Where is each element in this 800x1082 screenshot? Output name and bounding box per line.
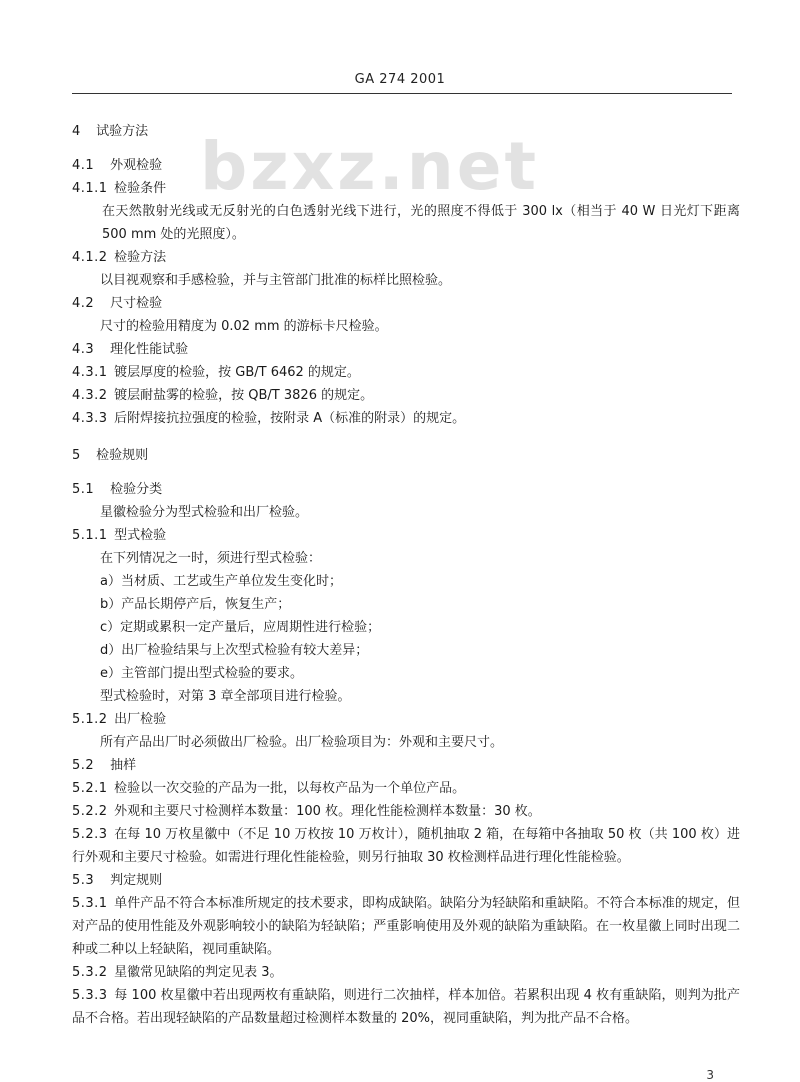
clause-number: 4.2 <box>72 296 95 311</box>
clause-5-3 <box>72 869 740 892</box>
clause-4-1-1 <box>72 177 740 200</box>
list-item: a）当材质、工艺或生产单位发生变化时； <box>100 574 342 589</box>
clause-number: 5.3.2 <box>72 965 108 980</box>
clause-5-3-3 <box>72 984 740 1030</box>
list-item: e）主管部门提出型式检验的要求。 <box>100 666 303 681</box>
clause-text: 星徽常见缺陷的判定见表 3。 <box>114 965 283 980</box>
clause-4-2 <box>72 292 740 315</box>
clause-4-2-body: 尺寸的检验用精度为 0.02 mm 的游标卡尺检验。 <box>100 319 388 334</box>
header-rule <box>72 93 732 94</box>
section-number: 4 <box>72 124 81 139</box>
watermark-text: bzxz.net <box>200 128 540 205</box>
clause-heading: 判定规则 <box>110 873 163 888</box>
clause-number: 4.1 <box>72 158 95 173</box>
section-title-text: 检验规则 <box>96 448 149 463</box>
clause-heading: 理化性能试验 <box>110 342 189 357</box>
clause-5-2-1 <box>72 777 740 800</box>
clause-number: 4.3.1 <box>72 365 108 380</box>
clause-5-3-2 <box>72 961 740 984</box>
section-title-text: 试验方法 <box>96 124 149 139</box>
clause-5-1-1-body: 在下列情况之一时，须进行型式检验： <box>100 551 322 566</box>
clause-number: 4.1.1 <box>72 181 108 196</box>
clause-4-3-3 <box>72 407 740 430</box>
clause-text: 后附焊接抗拉强度的检验，按附录 A（标准的附录）的规定。 <box>114 411 466 426</box>
clause-number: 5.3 <box>72 873 95 888</box>
clause-heading: 尺寸检验 <box>110 296 163 311</box>
clause-number: 5.2.3 <box>72 827 108 842</box>
section-5-title <box>72 444 740 467</box>
clause-text: 每 100 枚星徽中若出现两枚有重缺陷，则进行二次抽样，样本加倍。若累积出现 4 枚有重缺陷，则判为批产品不合格。若出现轻缺陷的产品数量超过检测样本数量的 20%，视同重缺陷，判为批产品不合格。 <box>72 988 740 1026</box>
clause-heading: 抽样 <box>110 758 137 773</box>
clause-number: 5.3.1 <box>72 896 108 911</box>
clause-number: 5.2.1 <box>72 781 108 796</box>
clause-heading: 出厂检验 <box>114 712 167 727</box>
clause-4-3 <box>72 338 740 361</box>
clause-5-2-2 <box>72 800 740 823</box>
clause-4-1 <box>72 154 740 177</box>
clause-number: 4.3.3 <box>72 411 108 426</box>
clause-4-1-2 <box>72 246 740 269</box>
clause-5-1-1 <box>72 524 740 547</box>
section-4-title <box>72 120 740 143</box>
clause-text: 单件产品不符合本标准所规定的技术要求，即构成缺陷。缺陷分为轻缺陷和重缺陷。不符合本标准的规定，但对产品的使用性能及外观影响较小的缺陷为轻缺陷；严重影响使用及外观的缺陷为重缺陷。在一枚星徽上同时出现二种或二种以上轻缺陷，视同重缺陷。 <box>72 896 740 957</box>
clause-4-1-1-body: 在天然散射光线或无反射光的白色透射光线下进行，光的照度不得低于 300 lx（相当于 40 W 日光灯下距离 500 mm 处的光照度）。 <box>102 204 740 242</box>
document-body <box>72 118 740 1030</box>
clause-5-1-2-body: 所有产品出厂时必须做出厂检验。出厂检验项目为：外观和主要尺寸。 <box>100 735 504 750</box>
clause-5-1-body: 星徽检验分为型式检验和出厂检验。 <box>100 505 309 520</box>
clause-number: 5.1.1 <box>72 528 108 543</box>
clause-5-1-1-tail: 型式检验时，对第 3 章全部项目进行检验。 <box>100 689 351 704</box>
list-item: d）出厂检验结果与上次型式检验有较大差异； <box>100 643 369 658</box>
clause-4-3-2 <box>72 384 740 407</box>
clause-heading: 检验方法 <box>114 250 167 265</box>
clause-number: 4.1.2 <box>72 250 108 265</box>
clause-number: 4.3 <box>72 342 95 357</box>
list-item: c）定期或累积一定产量后，应周期性进行检验； <box>100 620 381 635</box>
clause-4-1-2-body: 以目视观察和手感检验，并与主管部门批准的标样比照检验。 <box>100 273 452 288</box>
clause-text: 镀层耐盐雾的检验，按 QB/T 3826 的规定。 <box>114 388 374 403</box>
clause-number: 5.2.2 <box>72 804 108 819</box>
clause-text: 在每 10 万枚星徽中（不足 10 万枚按 10 万枚计），随机抽取 2 箱，在每箱中各抽取 50 枚（共 100 枚）进行外观和主要尺寸检验。如需进行理化性能检验，则另行抽取 30 枚检测样品进行理化性能检验。 <box>72 827 740 865</box>
section-number: 5 <box>72 448 81 463</box>
clause-number: 5.2 <box>72 758 95 773</box>
clause-heading: 型式检验 <box>114 528 167 543</box>
clause-5-3-1 <box>72 892 740 961</box>
clause-text: 外观和主要尺寸检测样本数量：100 枚。理化性能检测样本数量：30 枚。 <box>114 804 541 819</box>
clause-number: 5.1.2 <box>72 712 108 727</box>
clause-text: 镀层厚度的检验，按 GB/T 6462 的规定。 <box>114 365 360 380</box>
clause-heading: 检验分类 <box>110 482 163 497</box>
document-header-code: GA 274 2001 <box>354 72 446 87</box>
clause-heading: 检验条件 <box>114 181 167 196</box>
list-item: b）产品长期停产后，恢复生产； <box>100 597 291 612</box>
clause-heading: 外观检验 <box>110 158 163 173</box>
clause-number: 5.1 <box>72 482 95 497</box>
page-number: 3 <box>706 1068 714 1082</box>
clause-4-3-1 <box>72 361 740 384</box>
clause-text: 检验以一次交验的产品为一批，以每枚产品为一个单位产品。 <box>114 781 466 796</box>
clause-number: 4.3.2 <box>72 388 108 403</box>
clause-5-1 <box>72 478 740 501</box>
clause-5-2-3 <box>72 823 740 869</box>
clause-5-2 <box>72 754 740 777</box>
clause-5-1-2 <box>72 708 740 731</box>
clause-number: 5.3.3 <box>72 988 108 1003</box>
